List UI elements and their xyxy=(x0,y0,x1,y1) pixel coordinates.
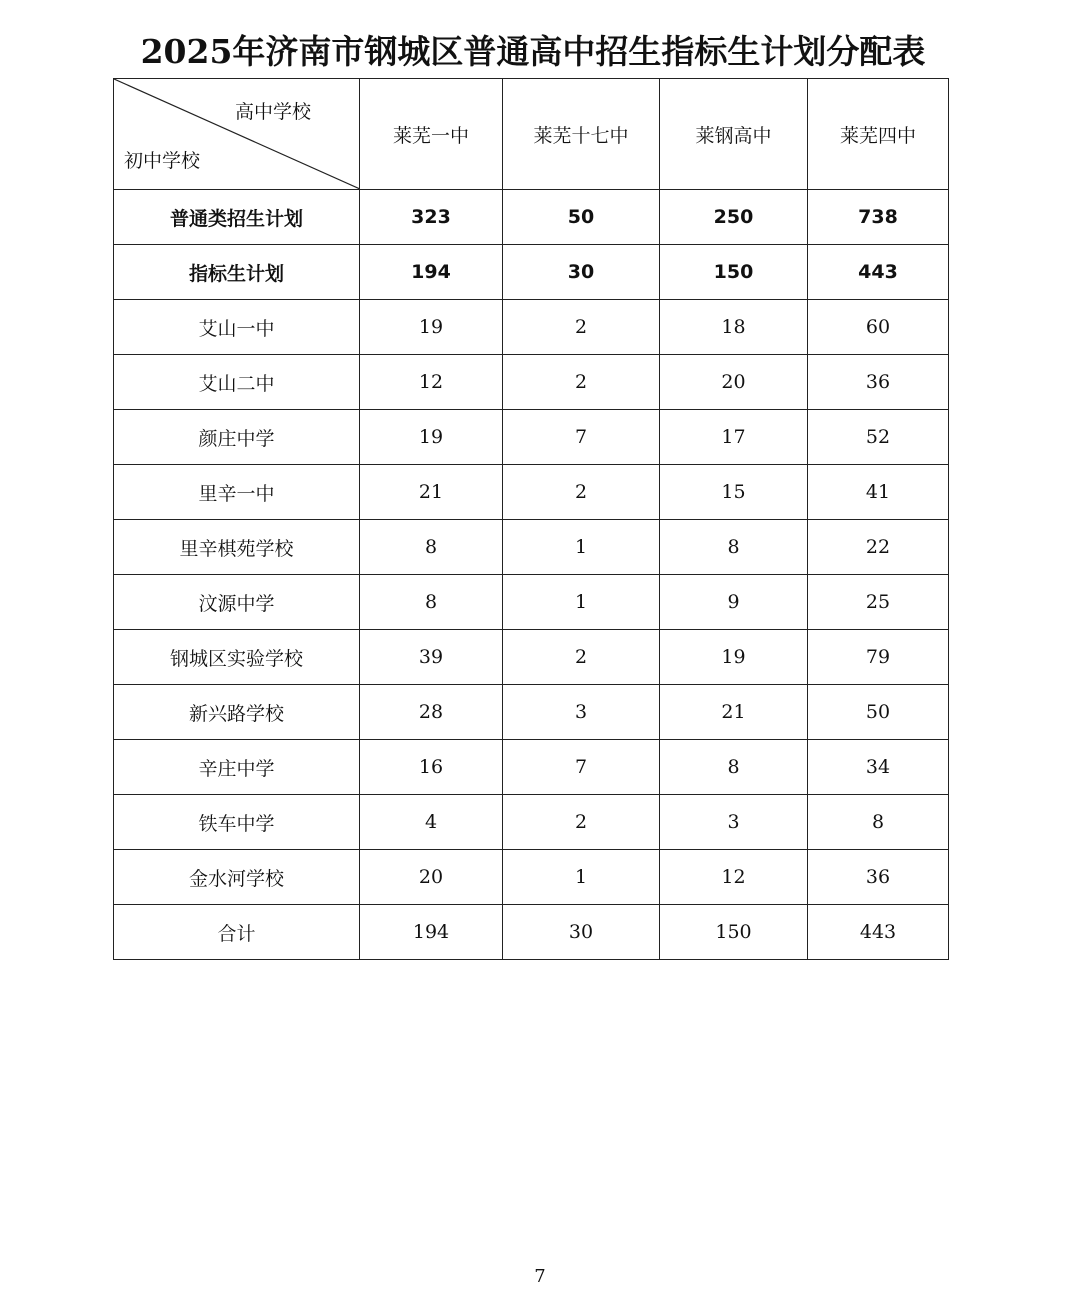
value-cell: 3 xyxy=(660,795,808,850)
value-cell: 8 xyxy=(360,520,503,575)
row-name-cell: 颜庄中学 xyxy=(114,410,360,465)
value-cell: 2 xyxy=(503,465,660,520)
row-name-cell: 指标生计划 xyxy=(114,245,360,300)
value-cell: 194 xyxy=(360,245,503,300)
value-cell: 41 xyxy=(808,465,949,520)
table-row xyxy=(114,410,949,465)
value-cell: 21 xyxy=(360,465,503,520)
row-name-cell: 金水河学校 xyxy=(114,850,360,905)
value-cell: 9 xyxy=(660,575,808,630)
table-row xyxy=(114,300,949,355)
value-cell: 2 xyxy=(503,300,660,355)
value-cell: 19 xyxy=(360,300,503,355)
column-header: 莱芜一中 xyxy=(360,79,503,190)
table-row xyxy=(114,740,949,795)
value-cell: 8 xyxy=(660,740,808,795)
table-row xyxy=(114,245,949,300)
corner-row-label: 初中学校 xyxy=(124,150,201,172)
value-cell: 443 xyxy=(808,905,949,960)
table-row xyxy=(114,630,949,685)
row-name-cell: 铁车中学 xyxy=(114,795,360,850)
row-name-cell: 里辛棋苑学校 xyxy=(114,520,360,575)
value-cell: 3 xyxy=(503,685,660,740)
value-cell: 738 xyxy=(808,190,949,245)
value-cell: 12 xyxy=(360,355,503,410)
value-cell: 52 xyxy=(808,410,949,465)
value-cell: 7 xyxy=(503,740,660,795)
row-name-cell: 新兴路学校 xyxy=(114,685,360,740)
column-header: 莱钢高中 xyxy=(660,79,808,190)
table-row xyxy=(114,355,949,410)
value-cell: 34 xyxy=(808,740,949,795)
allocation-table xyxy=(113,78,949,960)
value-cell: 25 xyxy=(808,575,949,630)
row-name-cell: 普通类招生计划 xyxy=(114,190,360,245)
row-name-cell: 钢城区实验学校 xyxy=(114,630,360,685)
row-name-cell: 艾山一中 xyxy=(114,300,360,355)
row-name-cell: 艾山二中 xyxy=(114,355,360,410)
table-row xyxy=(114,905,949,960)
column-header: 莱芜四中 xyxy=(808,79,949,190)
table-row xyxy=(114,520,949,575)
column-header: 莱芜十七中 xyxy=(503,79,660,190)
value-cell: 20 xyxy=(660,355,808,410)
value-cell: 17 xyxy=(660,410,808,465)
value-cell: 50 xyxy=(808,685,949,740)
value-cell: 21 xyxy=(660,685,808,740)
value-cell: 2 xyxy=(503,795,660,850)
value-cell: 50 xyxy=(503,190,660,245)
table-row xyxy=(114,795,949,850)
value-cell: 19 xyxy=(360,410,503,465)
value-cell: 150 xyxy=(660,905,808,960)
row-name-cell: 里辛一中 xyxy=(114,465,360,520)
value-cell: 36 xyxy=(808,850,949,905)
value-cell: 28 xyxy=(360,685,503,740)
value-cell: 8 xyxy=(808,795,949,850)
value-cell: 20 xyxy=(360,850,503,905)
value-cell: 150 xyxy=(660,245,808,300)
value-cell: 18 xyxy=(660,300,808,355)
table-row xyxy=(114,685,949,740)
value-cell: 250 xyxy=(660,190,808,245)
value-cell: 79 xyxy=(808,630,949,685)
value-cell: 1 xyxy=(503,850,660,905)
corner-header-cell xyxy=(114,79,360,190)
table-row xyxy=(114,575,949,630)
value-cell: 60 xyxy=(808,300,949,355)
table-row xyxy=(114,190,949,245)
row-name-cell: 辛庄中学 xyxy=(114,740,360,795)
header-row xyxy=(114,79,949,190)
value-cell: 19 xyxy=(660,630,808,685)
value-cell: 2 xyxy=(503,630,660,685)
value-cell: 194 xyxy=(360,905,503,960)
value-cell: 4 xyxy=(360,795,503,850)
value-cell: 12 xyxy=(660,850,808,905)
value-cell: 15 xyxy=(660,465,808,520)
value-cell: 7 xyxy=(503,410,660,465)
value-cell: 36 xyxy=(808,355,949,410)
row-name-cell: 汶源中学 xyxy=(114,575,360,630)
value-cell: 16 xyxy=(360,740,503,795)
value-cell: 22 xyxy=(808,520,949,575)
table-row xyxy=(114,465,949,520)
page-title: 2025年济南市钢城区普通高中招生指标生计划分配表 xyxy=(140,32,926,71)
table-row xyxy=(114,850,949,905)
value-cell: 1 xyxy=(503,520,660,575)
value-cell: 1 xyxy=(503,575,660,630)
value-cell: 2 xyxy=(503,355,660,410)
value-cell: 30 xyxy=(503,905,660,960)
row-name-cell: 合计 xyxy=(114,905,360,960)
corner-column-label: 高中学校 xyxy=(234,101,311,123)
value-cell: 323 xyxy=(360,190,503,245)
value-cell: 8 xyxy=(360,575,503,630)
value-cell: 39 xyxy=(360,630,503,685)
value-cell: 8 xyxy=(660,520,808,575)
value-cell: 30 xyxy=(503,245,660,300)
page-number: 7 xyxy=(534,1266,546,1287)
value-cell: 443 xyxy=(808,245,949,300)
